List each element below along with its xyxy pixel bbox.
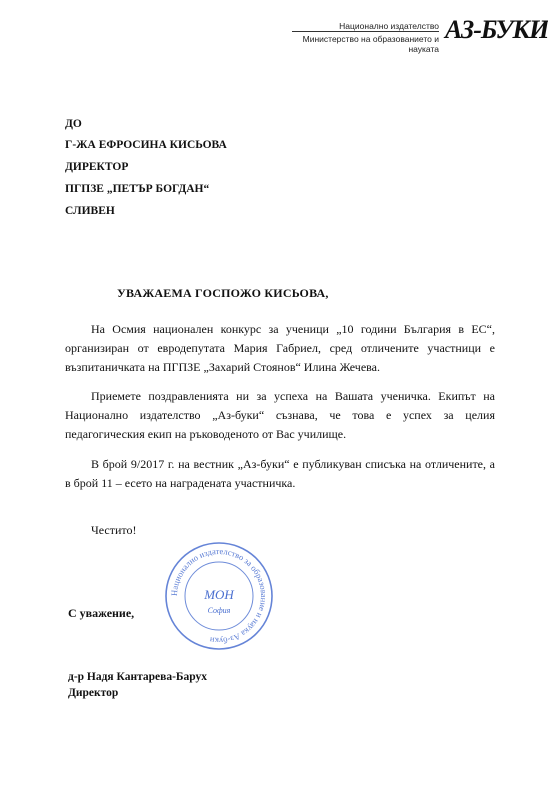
official-stamp — [163, 540, 275, 652]
signatory-title: Директор — [68, 687, 119, 699]
address-position: ДИРЕКТОР — [65, 161, 129, 173]
address-to: ДО — [65, 118, 82, 130]
body-paragraph-3: В брой 9/2017 г. на вестник „Аз-буки“ е публикуван списъка на отличените, а в брой 11 – есето на наградената участничка. — [65, 457, 495, 490]
letter-greeting: УВАЖАЕМА ГОСПОЖО КИСЬОВА, — [117, 286, 329, 300]
header-divider — [292, 31, 439, 32]
body-paragraph-2: Приемете поздравленията ни за успеха на Вашата ученичка. Екипът на Национално издателство „Аз-буки“ съзнава, че това е успех за целия педагогическия екип на ръководеното от Вас училище. — [65, 389, 495, 441]
publisher-header — [300, 21, 439, 54]
congratulations-text: Честито! — [91, 523, 137, 537]
publisher-name: Национално издателство — [339, 21, 439, 31]
stamp-center-top: МОН — [204, 587, 234, 602]
svg-text:АЗ-БУКИ: АЗ-БУКИ — [445, 15, 548, 44]
stamp-center-bottom: София — [207, 606, 231, 615]
regards-text: С уважение, — [68, 606, 135, 620]
address-school: ПГПЗЕ „ПЕТЪР БОГДАН“ — [65, 183, 210, 195]
az-buki-logo — [443, 14, 548, 44]
signatory-name: д-р Надя Кантарева-Барух — [68, 671, 208, 683]
body-paragraph-1: На Осмия национален конкурс за ученици „10 години България в ЕС“, организиран от евродепутата Мария Габриел, сред отличените участници е възпитаничката на ПГПЗЕ „Захарий Стоянов“ Илина Жечева. — [65, 322, 495, 374]
address-city: СЛИВЕН — [65, 205, 115, 217]
address-name: Г-ЖА ЕФРОСИНА КИСЬОВА — [65, 139, 227, 151]
ministry-name: Министерство на образованието и науката — [302, 34, 439, 54]
stamp-ring-text: Национално издателство за образование и наука Аз-буки — [168, 545, 270, 647]
